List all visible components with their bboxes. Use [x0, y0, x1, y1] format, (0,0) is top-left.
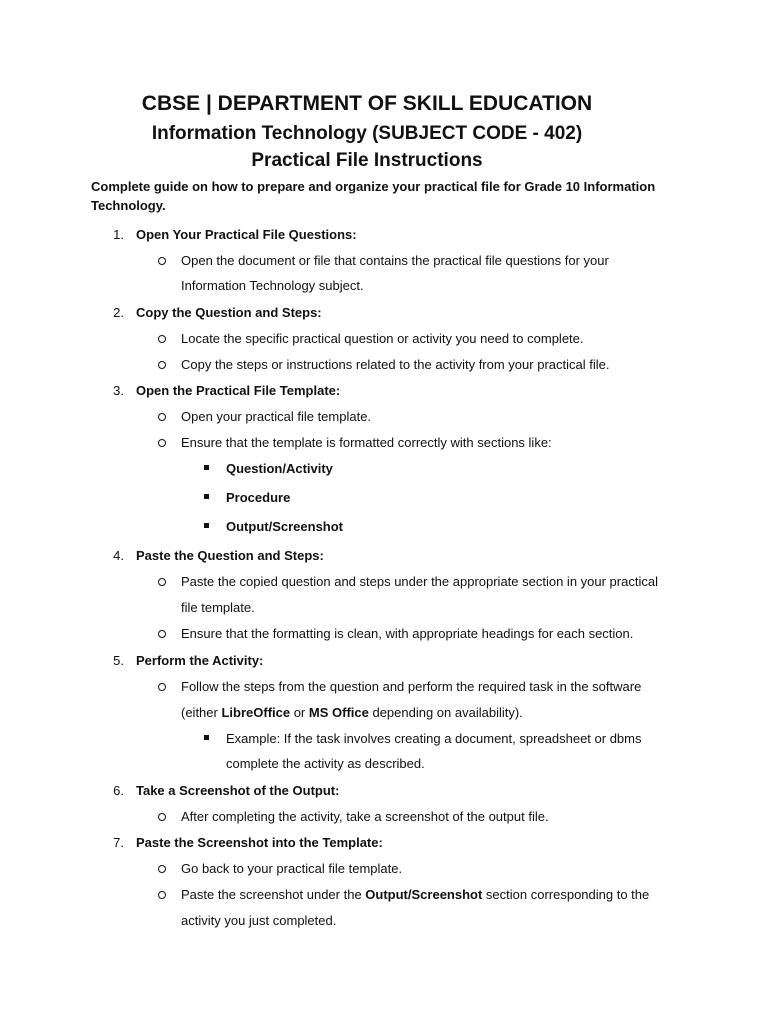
list-item: Locate the specific practical question or activity you need to complete. — [181, 331, 584, 346]
step-number: 4. — [113, 548, 124, 563]
list-item-continuation — [181, 704, 523, 722]
circle-bullet-icon — [158, 335, 166, 343]
step-number: 1. — [113, 227, 124, 242]
step-title: Open the Practical File Template: — [136, 383, 341, 398]
text-run: section corresponding to the — [482, 887, 650, 902]
section-name-output-screenshot: Output/Screenshot — [365, 887, 483, 902]
step-number: 5. — [113, 653, 124, 668]
step-number: 7. — [113, 835, 124, 850]
square-bullet-icon — [204, 523, 209, 528]
square-bullet-icon — [204, 465, 209, 470]
step-number: 3. — [113, 383, 124, 398]
circle-bullet-icon — [158, 257, 166, 265]
step-title: Copy the Question and Steps: — [136, 305, 322, 320]
list-item: Open the document or file that contains the practical file questions for your — [181, 253, 609, 268]
text-run: depending on availability). — [368, 705, 523, 720]
square-bullet-icon — [204, 494, 209, 499]
document-title: CBSE | DEPARTMENT OF SKILL EDUCATION — [141, 92, 593, 115]
list-item: Follow the steps from the question and perform the required task in the software — [181, 679, 642, 694]
square-bullet-icon — [204, 735, 209, 740]
document-subtitle: Information Technology (SUBJECT CODE - 402) — [151, 123, 583, 144]
circle-bullet-icon — [158, 683, 166, 691]
circle-bullet-icon — [158, 865, 166, 873]
list-item: Copy the steps or instructions related to the activity from your practical file. — [181, 357, 610, 372]
list-item: Ensure that the template is formatted correctly with sections like: — [181, 435, 552, 450]
circle-bullet-icon — [158, 439, 166, 447]
sub-list-item: Procedure — [226, 490, 291, 505]
circle-bullet-icon — [158, 630, 166, 638]
circle-bullet-icon — [158, 578, 166, 586]
text-run: or — [290, 705, 309, 720]
text-run: (either — [181, 705, 222, 720]
step-title: Perform the Activity: — [136, 653, 264, 668]
step-title: Paste the Question and Steps: — [136, 548, 324, 563]
list-item: Go back to your practical file template. — [181, 861, 403, 876]
list-item: Paste the copied question and steps under the appropriate section in your practical — [181, 574, 658, 589]
list-item-continuation: Information Technology subject. — [181, 278, 364, 293]
list-item: Open your practical file template. — [181, 409, 372, 424]
list-item — [181, 886, 649, 904]
step-number: 6. — [113, 783, 124, 798]
sub-list-item: Example: If the task involves creating a document, spreadsheet or dbms — [226, 731, 642, 746]
sub-list-item: Question/Activity — [226, 461, 333, 476]
circle-bullet-icon — [158, 813, 166, 821]
software-name-ms-office: MS Office — [308, 705, 369, 720]
document-heading: Practical File Instructions — [251, 150, 483, 171]
step-title: Take a Screenshot of the Output: — [136, 783, 340, 798]
list-item-continuation: activity you just completed. — [181, 913, 337, 928]
sub-list-item: Output/Screenshot — [226, 519, 344, 534]
list-item: After completing the activity, take a screenshot of the output file. — [181, 809, 549, 824]
step-title: Open Your Practical File Questions: — [136, 227, 357, 242]
list-item: Ensure that the formatting is clean, with appropriate headings for each section. — [181, 626, 634, 641]
software-name-libreoffice: LibreOffice — [221, 705, 291, 720]
circle-bullet-icon — [158, 413, 166, 421]
sub-list-item-continuation: complete the activity as described. — [226, 756, 425, 771]
text-run: Paste the screenshot under the — [181, 887, 366, 902]
step-number: 2. — [113, 305, 124, 320]
circle-bullet-icon — [158, 891, 166, 899]
circle-bullet-icon — [158, 361, 166, 369]
step-title: Paste the Screenshot into the Template: — [136, 835, 383, 850]
intro-text: Complete guide on how to prepare and organize your practical file for Grade 10 Information Technology. — [91, 179, 656, 213]
list-item-continuation: file template. — [181, 600, 255, 615]
